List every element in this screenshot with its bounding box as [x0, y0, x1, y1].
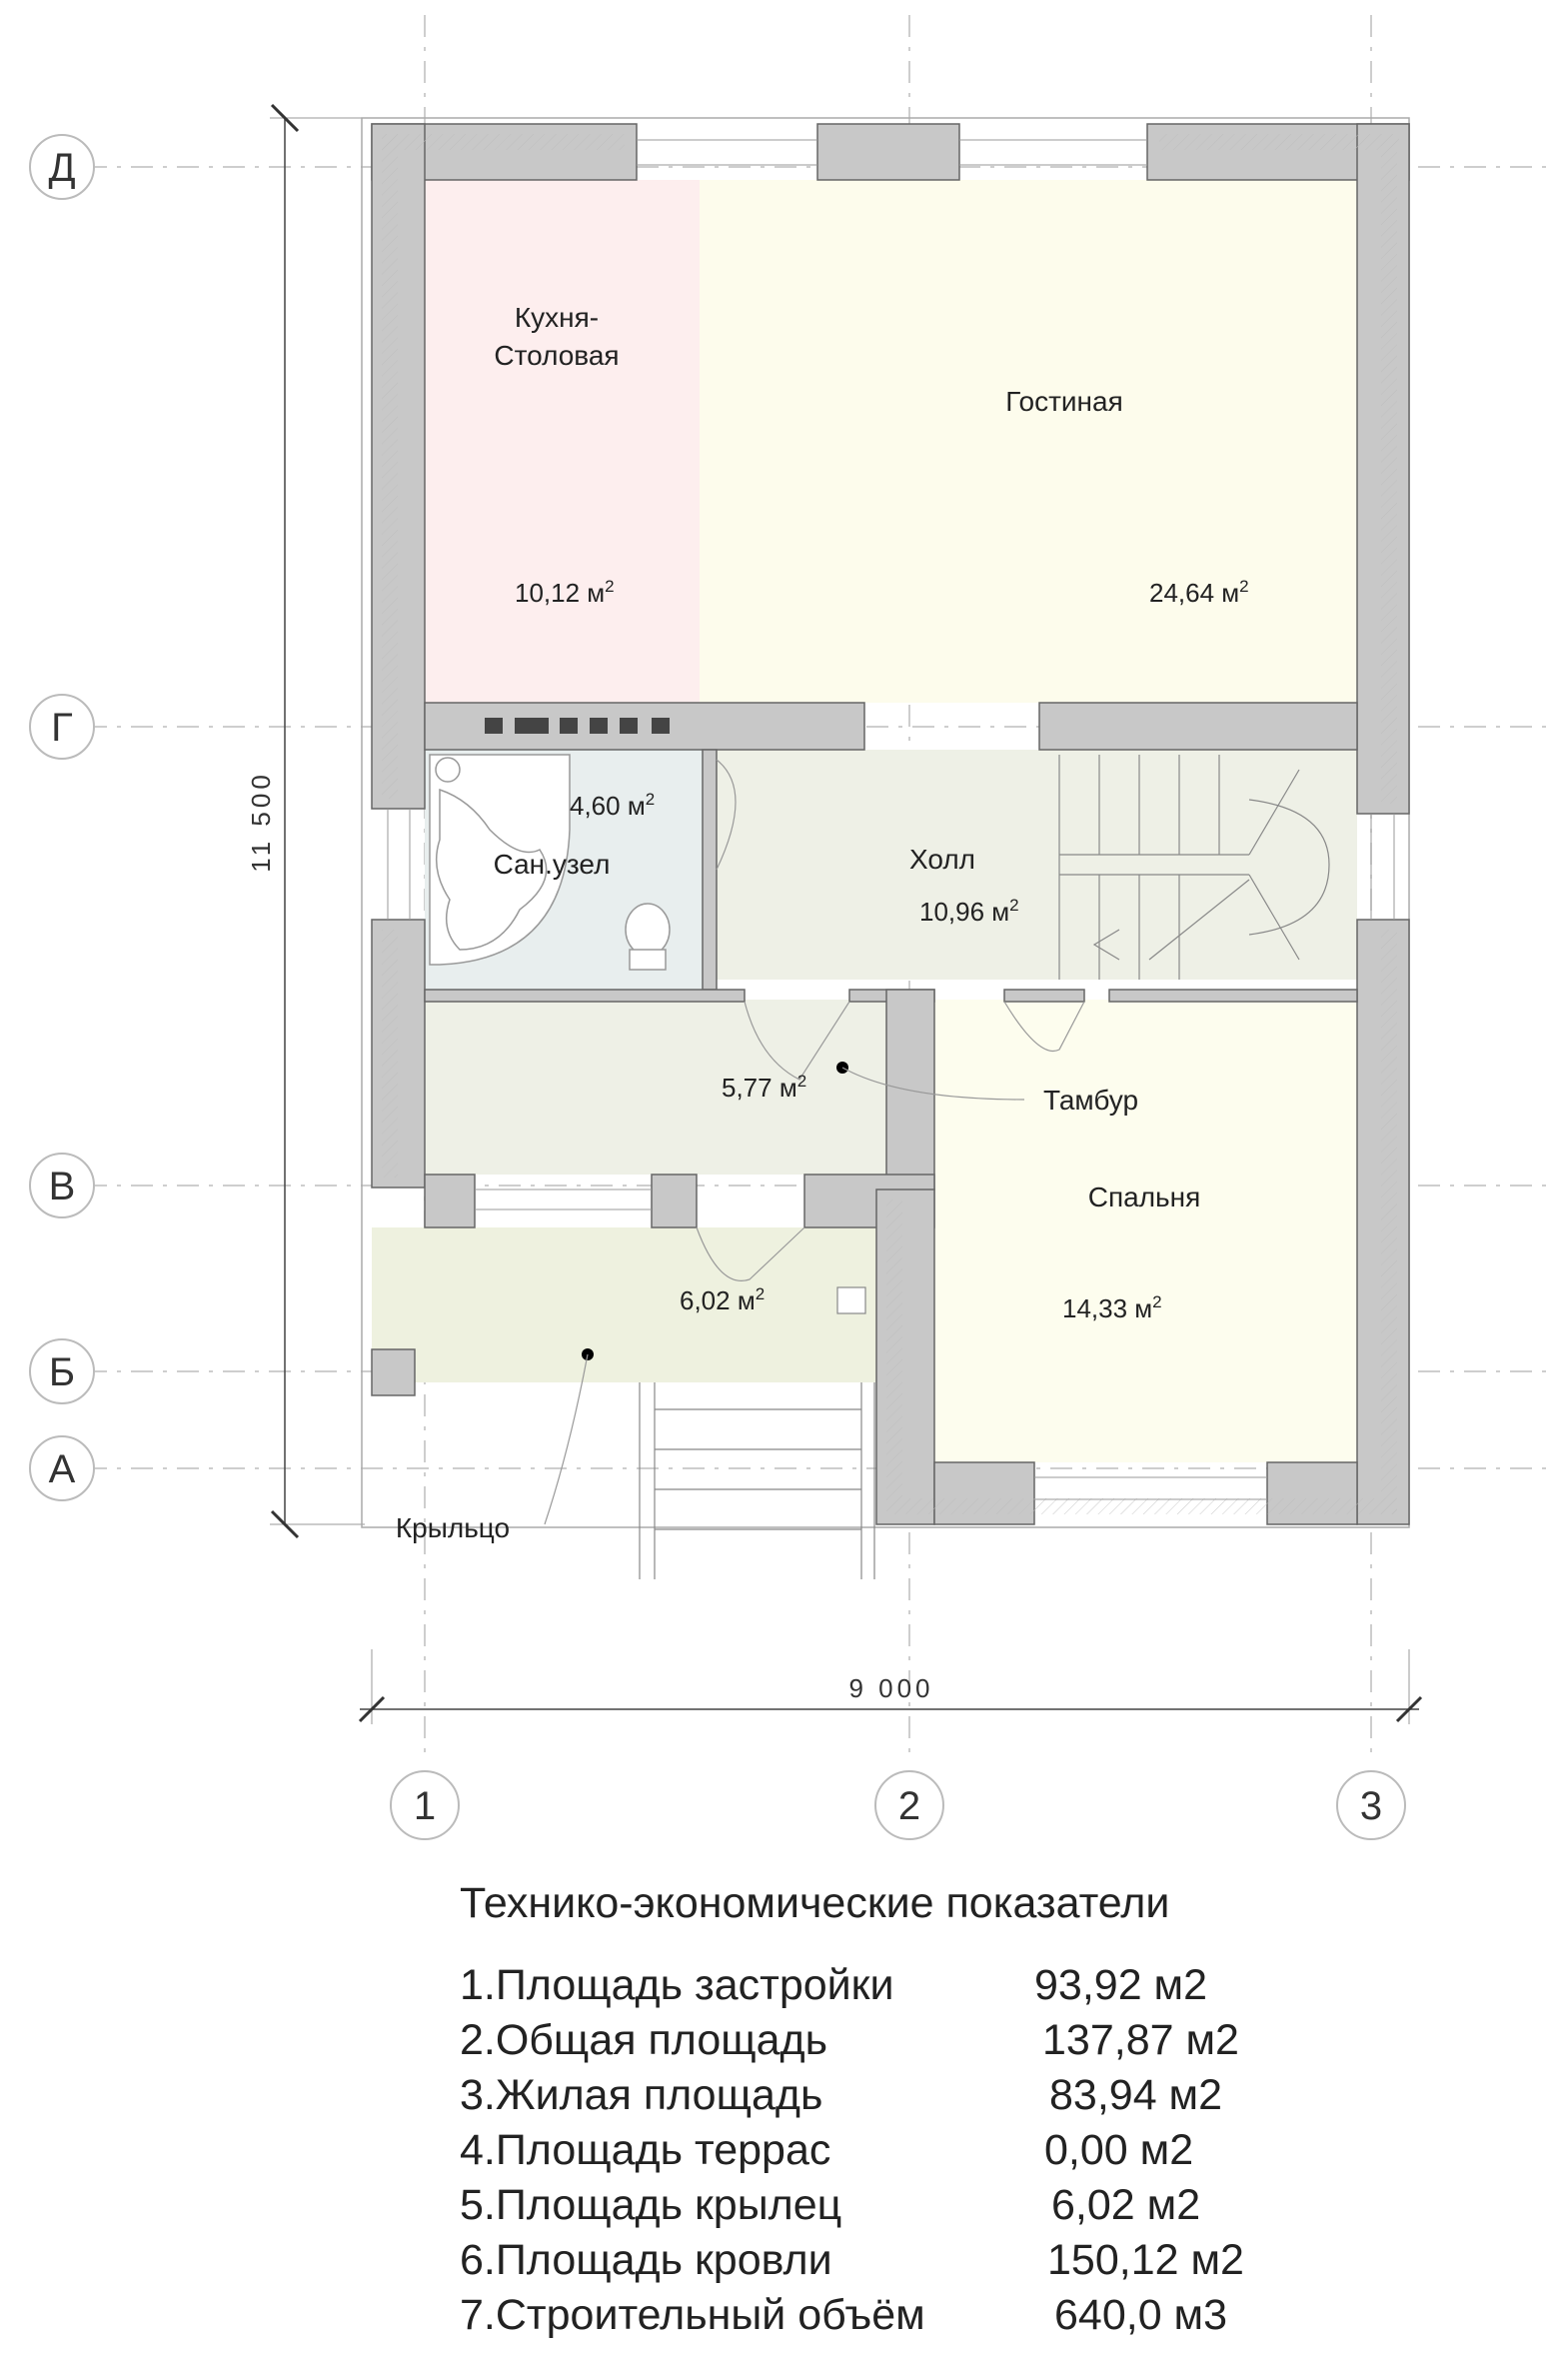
tep-row [460, 2233, 1359, 2288]
porch-room-area: 6,02 $м^2$ [680, 1284, 766, 1315]
bedroom-area: 14,33 $м^2$ [1062, 1292, 1162, 1323]
vestibule-callout: Тамбур [1043, 1085, 1139, 1116]
width-dimension: 9 000 [848, 1673, 934, 1703]
axis-marker-3 [1337, 1771, 1405, 1839]
tep-row-value: 150,12 м2 [1047, 2236, 1244, 2284]
bathroom-name: Сан.узел [493, 849, 611, 880]
column-axis-markers [391, 1771, 1405, 1839]
bedroom-fill [934, 1000, 1357, 1462]
hall-fill [717, 750, 1357, 980]
tep-block [460, 1879, 1359, 2343]
axis-marker-d [30, 135, 94, 199]
kitchen-area: 10,12 $м^2$ [515, 577, 615, 608]
bathroom-area: 4,60 $м^2$ [570, 790, 656, 821]
kitchen-fill [425, 180, 700, 703]
tep-row-name: 3.Жилая площадь [460, 2071, 823, 2119]
porch-callout: Крыльцо [395, 1512, 511, 1543]
axis-marker-a [30, 1436, 94, 1500]
vestibule-fill [425, 1000, 886, 1175]
kitchen-name-line2: Столовая [494, 340, 620, 371]
sink-icon [436, 758, 460, 782]
tep-title: Технико-экономические показатели [460, 1879, 1170, 1927]
tep-row-value: 83,94 м2 [1049, 2071, 1223, 2119]
living-name: Гостиная [1005, 386, 1123, 417]
axis-marker-2 [875, 1771, 943, 1839]
toilet-icon [626, 904, 670, 956]
tep-row-name: 5.Площадь крылец [460, 2181, 842, 2229]
dimension-horizontal [360, 1649, 1421, 1724]
tep-row-value: 6,02 м2 [1051, 2181, 1201, 2229]
tep-row-value: 137,87 м2 [1042, 2016, 1239, 2064]
axis-marker-b [30, 1339, 94, 1403]
tep-row-value: 640,0 м3 [1054, 2291, 1228, 2339]
bedroom-name: Спальня [1087, 1182, 1201, 1212]
svg-text:Б: Б [48, 1350, 76, 1394]
tep-row-name: 6.Площадь кровли [460, 2236, 832, 2284]
hall-area: 10,96 $м^2$ [919, 896, 1019, 927]
tep-row [460, 2013, 1359, 2068]
svg-text:Д: Д [48, 146, 76, 190]
living-fill [700, 180, 1357, 703]
tep-row [460, 2178, 1359, 2233]
axis-marker-v [30, 1154, 94, 1217]
hall-name: Холл [909, 844, 975, 875]
kitchen-name-line1: Кухня- [514, 302, 600, 333]
tep-row [460, 2068, 1359, 2123]
tep-row [460, 1958, 1359, 2013]
porch-room-fill [372, 1227, 876, 1382]
tep-row [460, 2288, 1359, 2343]
svg-text:Г: Г [51, 706, 73, 750]
tep-row [460, 2123, 1359, 2178]
svg-text:А: А [48, 1447, 76, 1491]
svg-text:2: 2 [897, 1784, 921, 1828]
tep-row-name: 1.Площадь застройки [460, 1961, 894, 2009]
row-axis-markers [30, 135, 94, 1500]
vestibule-area: 5,77 $м^2$ [722, 1072, 807, 1103]
svg-text:В: В [48, 1165, 76, 1208]
dimension-vertical [246, 105, 365, 1537]
living-area: 24,64 $м^2$ [1149, 577, 1249, 608]
axis-marker-g [30, 695, 94, 759]
tep-row-name: 2.Общая площадь [460, 2016, 828, 2064]
svg-text:3: 3 [1359, 1784, 1383, 1828]
svg-text:1: 1 [413, 1784, 437, 1828]
tep-row-value: 0,00 м2 [1044, 2126, 1194, 2174]
height-dimension: 11 500 [246, 771, 276, 873]
tep-row-name: 7.Строительный объём [460, 2291, 925, 2339]
axis-marker-1 [391, 1771, 459, 1839]
tep-row-name: 4.Площадь террас [460, 2126, 831, 2174]
tep-row-value: 93,92 м2 [1034, 1961, 1208, 2009]
